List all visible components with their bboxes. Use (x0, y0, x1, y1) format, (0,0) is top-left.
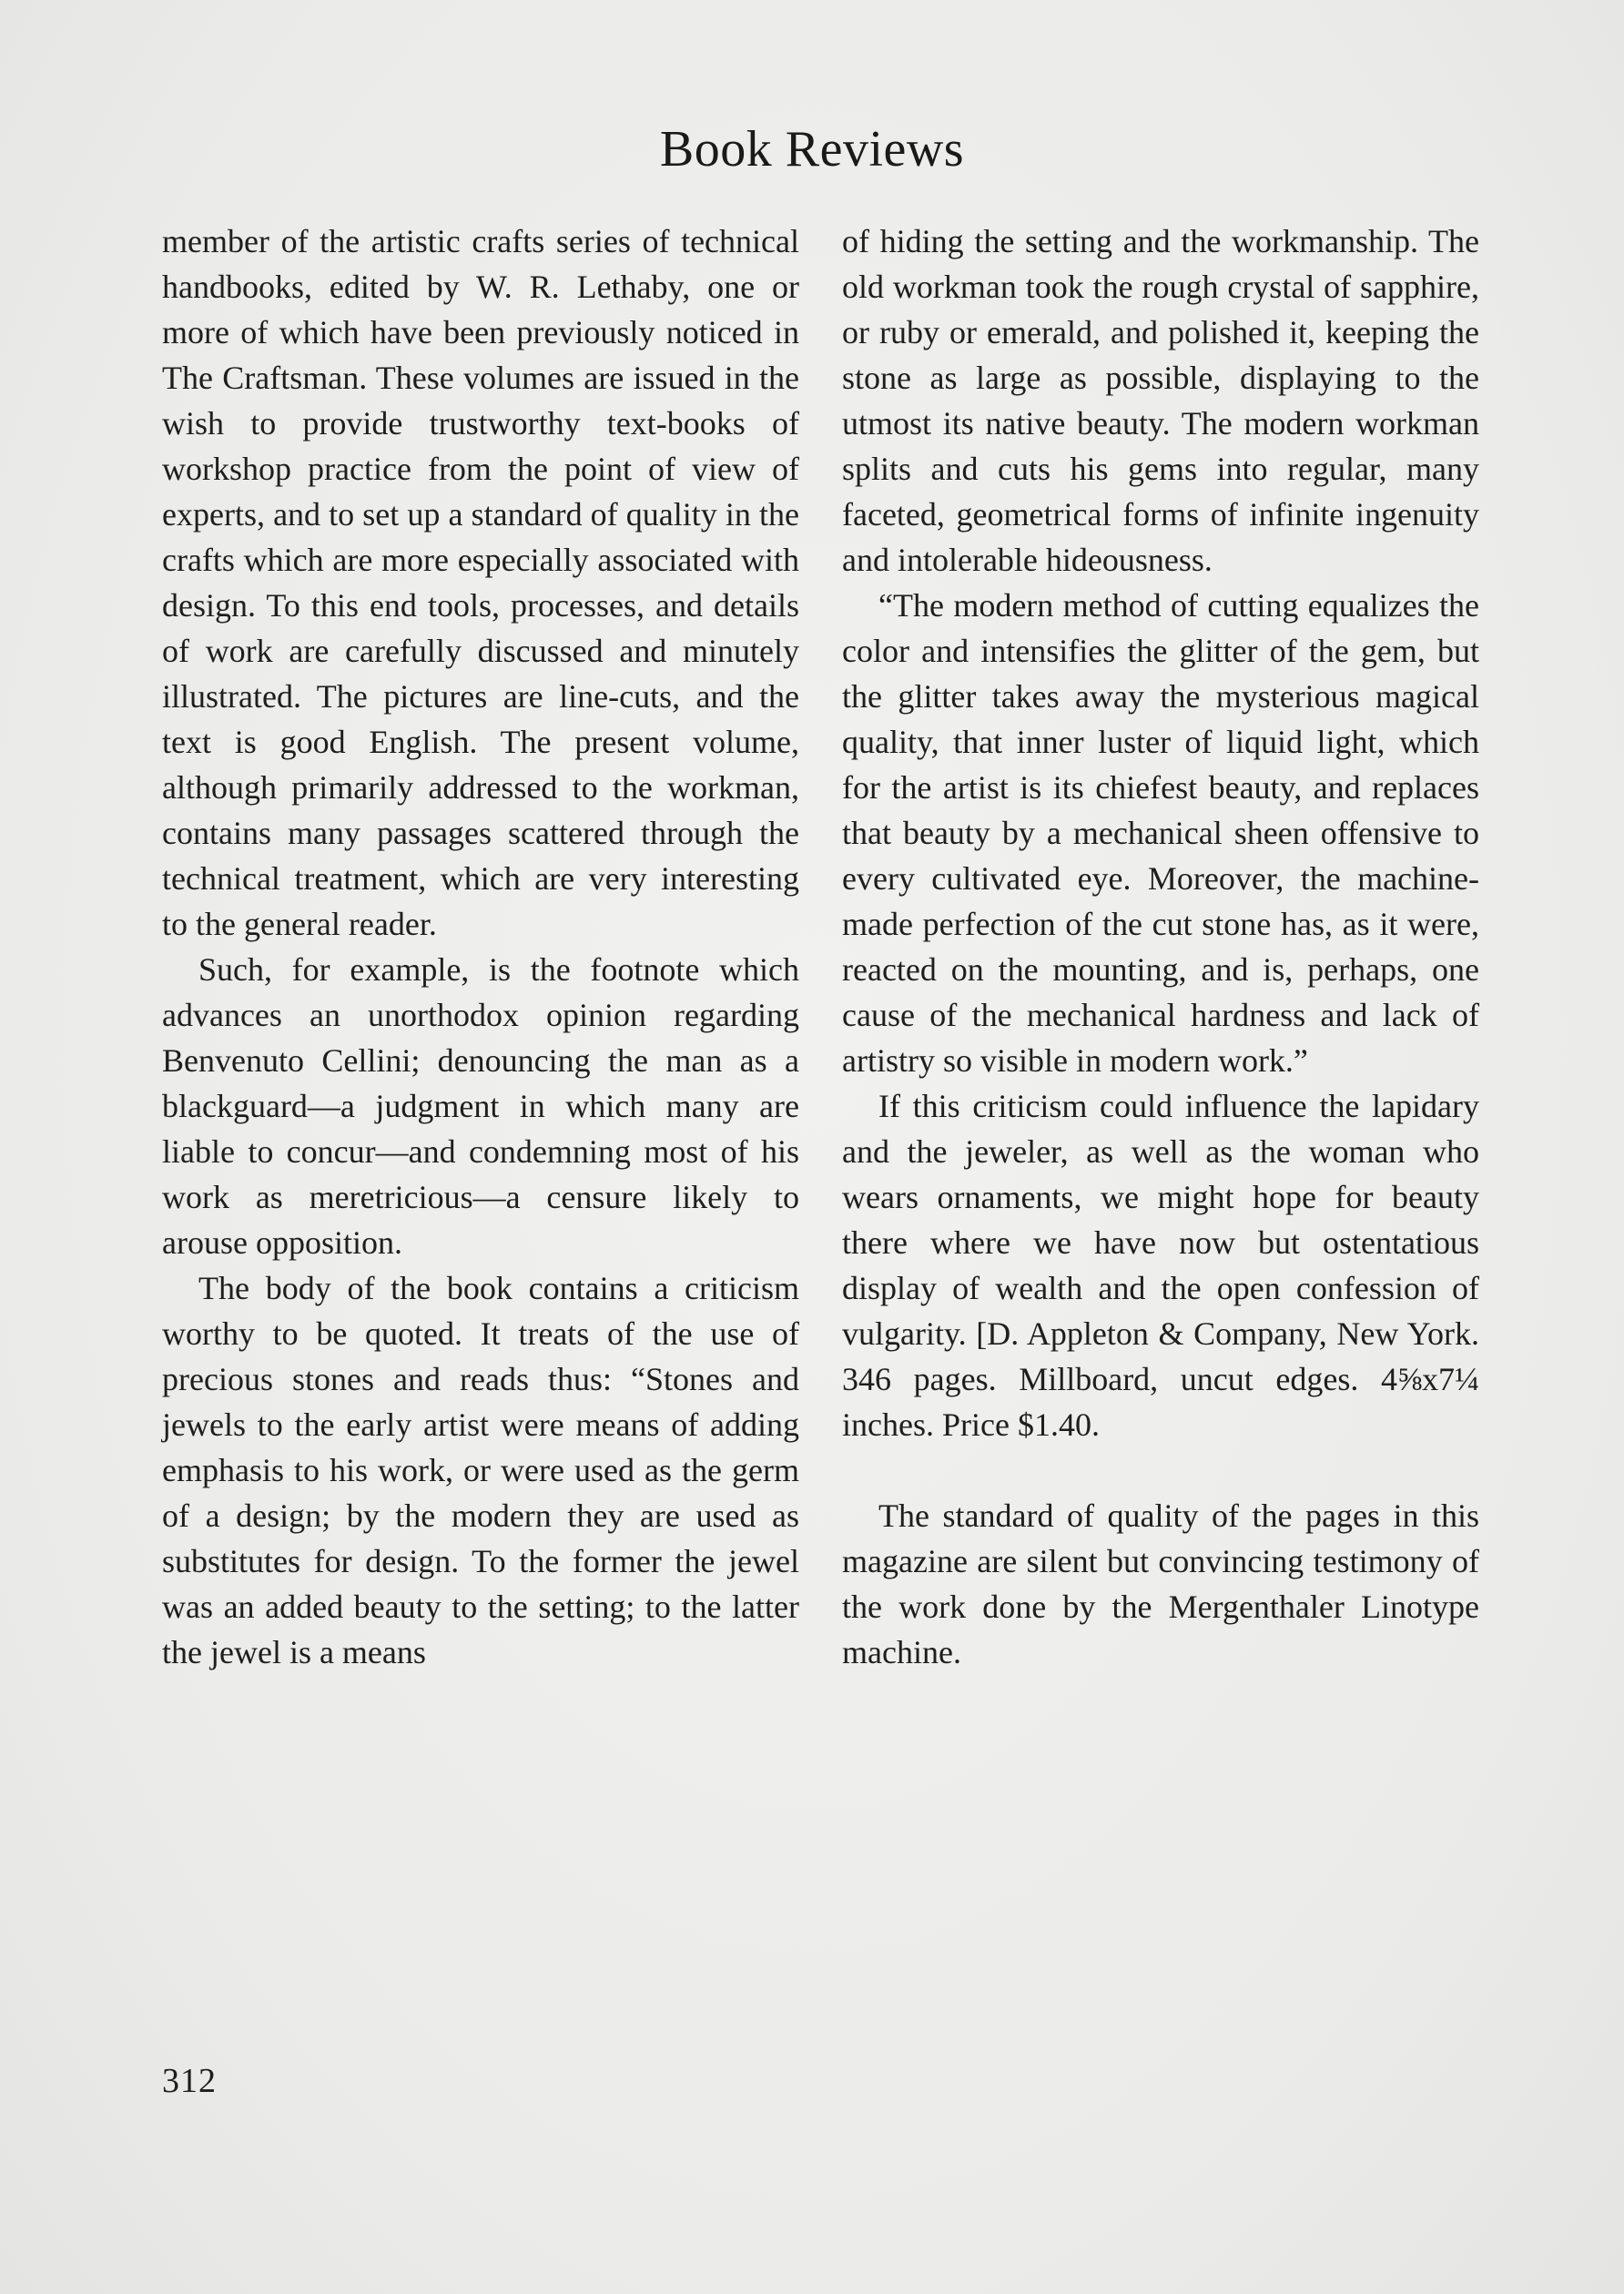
right-paragraph-2: “The modern method of cutting equalizes the color and intensifies the glitter of the gem, but the glitter takes away the mysterious magical quality, that inner luster of liquid light, which for the artist is its chiefest beauty, and replaces that beauty by a mechanical sheen offensive to every cultivated eye. Moreover, the machine-made perfection of the cut stone has, as it were, reacted on the mounting, and is, perhaps, one cause of the mechanical hardness and lack of artistry so visible in modern work.” (842, 587, 1479, 1079)
right-paragraph-1: of hiding the setting and the workmanship. The old workman took the rough crystal of sapphire, or ruby or emerald, and polished it, keeping the stone as large as possible, displaying to the utmost its native beauty. The modern workman splits and cuts his gems into regular, many faceted, geometrical forms of infinite ingenuity and intolerable hideousness. (842, 223, 1479, 578)
left-column (162, 218, 799, 1675)
page-number: 312 (162, 2062, 217, 2100)
left-paragraph-2: Such, for example, is the footnote which advances an unorthodox opinion regarding Benvenuto Cellini; denouncing the man as a blackguard—a judgment in which many are liable to concur—and condemning most of his work as meretricious—a censure likely to arouse opposition. (162, 951, 799, 1261)
left-paragraph-1: member of the artistic crafts series of technical handbooks, edited by W. R. Lethaby, one or more of which have been previously noticed in The Craftsman. These volumes are issued in the wish to provide trustworthy text-books of workshop practice from the point of view of experts, and to set up a standard of quality in the crafts which are more especially associated with design. To this end tools, processes, and details of work are carefully discussed and minutely illustrated. The pictures are line-cuts, and the text is good English. The present volume, although primarily addressed to the workman, contains many passages scattered through the technical treatment, which are very interesting to the general reader. (162, 223, 799, 942)
right-paragraph-3: If this criticism could influence the lapidary and the jeweler, as well as the woman who wears ornaments, we might hope for beauty there where we have now but ostentatious display of wealth and the open confession of vulgarity. [D. Appleton & Company, New York. 346 pages. Millboard, uncut edges. 4⅝x7¼ inches. Price $1.40. (842, 1088, 1479, 1443)
right-column (842, 218, 1479, 1675)
right-paragraph-4: The standard of quality of the pages in this magazine are silent but convincing testimony of the work done by the Mergenthaler Linotype machine. (842, 1497, 1479, 1670)
left-paragraph-3: The body of the book contains a criticism worthy to be quoted. It treats of the use of precious stones and reads thus: “Stones and jewels to the early artist were means of adding emphasis to his work, or were used as the germ of a design; by the modern they are used as substitutes for design. To the former the jewel was an added beauty to the setting; to the latter the jewel is a means (162, 1270, 799, 1670)
running-head: Book Reviews (659, 121, 965, 178)
